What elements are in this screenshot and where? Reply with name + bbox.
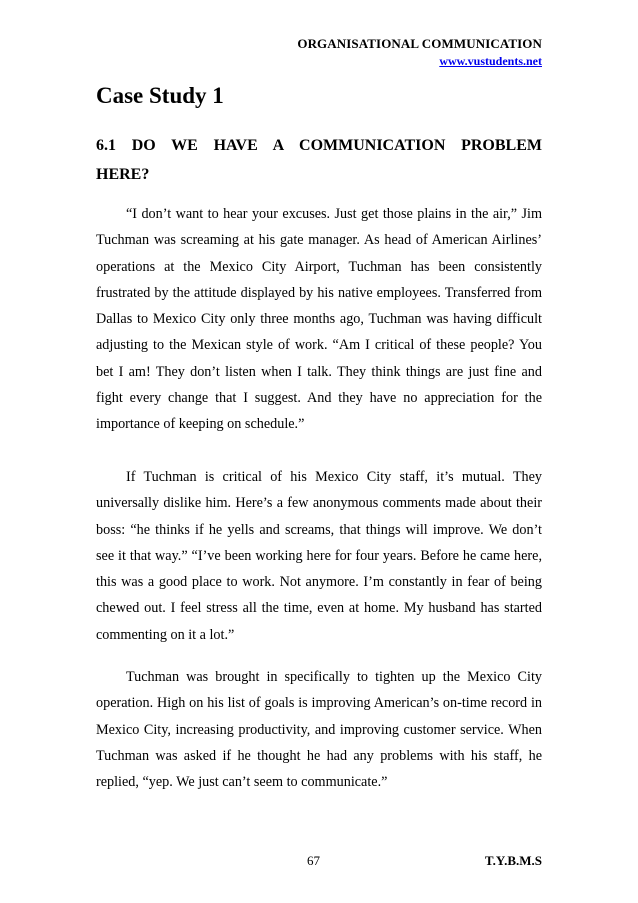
header-title: ORGANISATIONAL COMMUNICATION [297, 36, 542, 51]
paragraph-2: If Tuchman is critical of his Mexico City staff, it’s mutual. They universally dislike him. Here’s a few anonymous comments made about their boss: “he thinks if he yells and screams, that things will improve. We don’t see it that way.” “I’ve been working here for four years. Before he came here, this was a good place to work. Not anymore. I’m constantly in fear of being chewed out. I feel stress all the time, even at home. My husband has started commenting on it a lot.” [96, 469, 542, 643]
paragraph-1: “I don’t want to hear your excuses. Just get those plains in the air,” Jim Tuchman was screaming at his gate manager. As head of American Airlines’ operations at the Mexico City Airport, Tuchman has been consistently frustrated by the attitude displayed by his native employees. Transferred from Dallas to Mexico City only three months ago, Tuchman was having difficult adjusting to the Mexican style of work. “Am I critical of these people? You bet I am! They don’t listen when I talk. They think things are just fine and fight every change that I suggest. And they have no appreciation for the importance of keeping on schedule.” [96, 206, 542, 433]
header-website-link[interactable]: www.vustudents.net [439, 54, 542, 68]
paragraph-3: Tuchman was brought in specifically to tighten up the Mexico City operation. High on his list of goals is improving American’s on-time record in Mexico City, increasing productivity, and improving customer service. When Tuchman was asked if he thought he had any problems with his staff, he replied, “yep. We just can’t seem to communicate.” [96, 669, 542, 791]
page-number: 67 [307, 853, 320, 868]
case-study-title: Case Study 1 [96, 83, 224, 108]
footer-course-code: T.Y.B.M.S [484, 853, 542, 868]
section-heading: 6.1 DO WE HAVE A COMMUNICATION PROBLEM HERE? [96, 137, 542, 183]
